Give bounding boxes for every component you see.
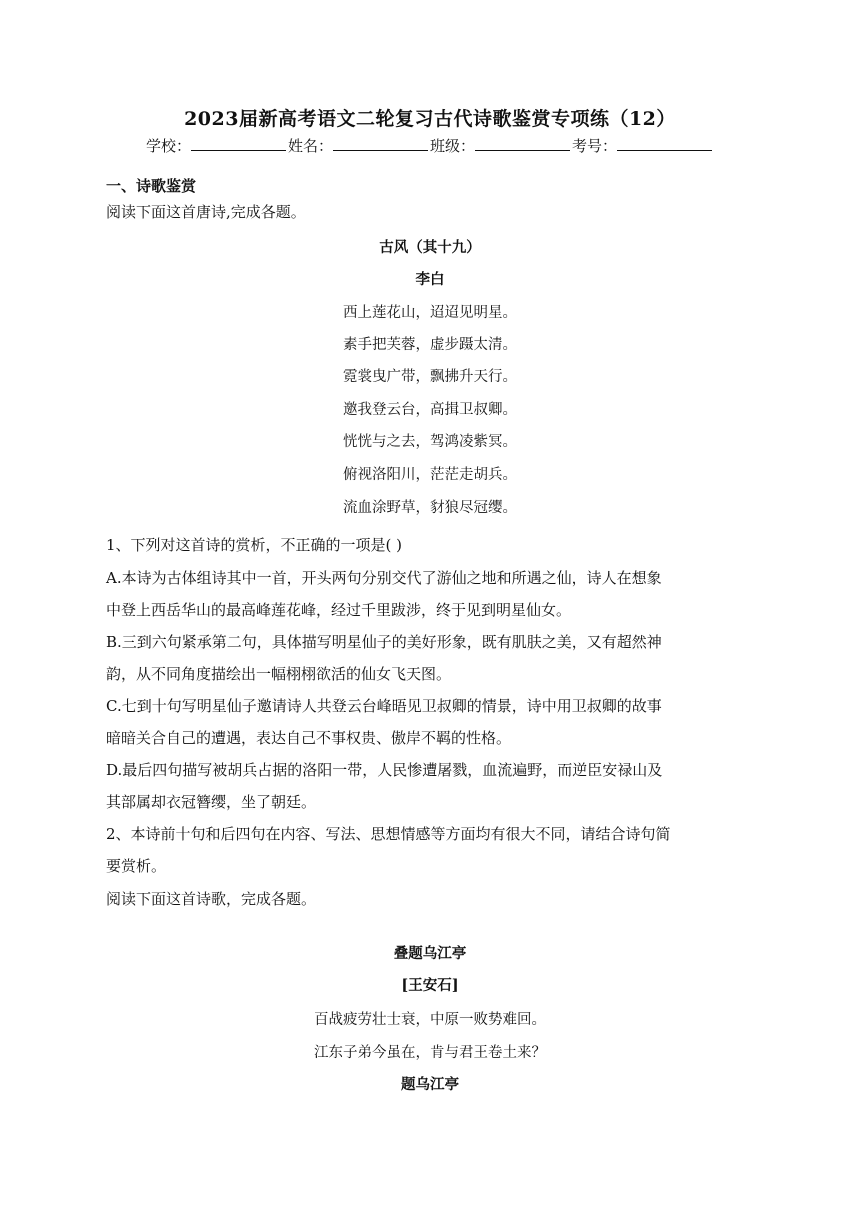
question-2-line: 2、本诗前十句和后四句在内容、写法、思想情感等方面均有很大不同，请结合诗句简 (106, 825, 671, 843)
poem-line: 邀我登云台，高揖卫叔卿。 (343, 402, 517, 418)
poem-line: 俯视洛阳川，茫茫走胡兵。 (343, 467, 517, 483)
student-info-fields (0, 135, 860, 156)
poem-line: 西上莲花山，迢迢见明星。 (343, 305, 517, 321)
option-c-line: C.七到十句写明星仙子邀请诗人共登云台峰晤见卫叔卿的情景，诗中用卫叔卿的故事 (106, 697, 662, 715)
class-blank[interactable] (475, 136, 570, 151)
question-2-line: 要赏析。 (106, 856, 167, 875)
question-2 (106, 819, 766, 882)
school-label: 学校： (145, 137, 191, 155)
option-c-line: 暗暗关合自己的遭遇，表达自己不事权贵、傲岸不羁的性格。 (106, 728, 512, 747)
poem2-title: 叠题乌江亭 (393, 945, 467, 962)
number-label: 考号： (572, 137, 618, 155)
option-a-line: A.本诗为古体组诗其中一首，开头两句分别交代了游仙之地和所遇之仙，诗人在想象 (106, 569, 662, 587)
option-c[interactable] (106, 691, 766, 754)
poem-line: 素手把芙蓉，虚步蹑太清。 (343, 337, 517, 353)
poem2-author: [王安石] (401, 977, 459, 994)
poem2-line: 江东子弟今虽在，肯与君王卷土来？ (314, 1045, 546, 1061)
school-blank[interactable] (191, 136, 286, 151)
option-d[interactable] (106, 755, 766, 818)
option-b-line: B.三到六句紧承第二句，具体描写明星仙子的美好形象，既有肌肤之美，又有超然神 (106, 633, 662, 651)
poem-title: 古风（其十九） (379, 239, 481, 256)
name-blank[interactable] (333, 136, 428, 151)
option-a-line: 中登上西岳华山的最高峰莲花峰，经过千里跋涉，终于见到明星仙女。 (106, 600, 572, 619)
poem2-line: 百战疲劳壮士衰，中原一败势难回。 (314, 1012, 546, 1028)
question-1: 1、下列对这首诗的赏析，不正确的一项是( ) (106, 536, 403, 554)
poem-line: 恍恍与之去，驾鸿凌紫冥。 (343, 434, 517, 450)
poem-line: 霓裳曳广带，飘拂升天行。 (343, 369, 517, 385)
poem-author: 李白 (415, 271, 445, 288)
section2-intro: 阅读下面这首诗歌，完成各题。 (106, 890, 317, 908)
poem-line: 流血涂野草，豺狼尽冠缨。 (343, 500, 517, 516)
option-b-line: 韵，从不同角度描绘出一幅栩栩欲活的仙女飞天图。 (106, 664, 452, 683)
poem3-title: 题乌江亭 (401, 1076, 459, 1093)
option-d-line: 其部属却衣冠簪缨，坐了朝廷。 (106, 792, 317, 811)
option-a[interactable] (106, 563, 766, 626)
option-d-line: D.最后四句描写被胡兵占据的洛阳一带，人民惨遭屠戮，血流遍野，而逆臣安禄山及 (106, 761, 663, 779)
class-label: 班级： (430, 137, 476, 155)
name-label: 姓名： (287, 137, 333, 155)
page-title: 2023届新高考语文二轮复习古代诗歌鉴赏专项练（12） (184, 108, 676, 130)
section-heading: 一、诗歌鉴赏 (106, 177, 197, 195)
section-intro: 阅读下面这首唐诗,完成各题。 (106, 203, 306, 221)
number-blank[interactable] (617, 136, 712, 151)
option-b[interactable] (106, 627, 766, 690)
